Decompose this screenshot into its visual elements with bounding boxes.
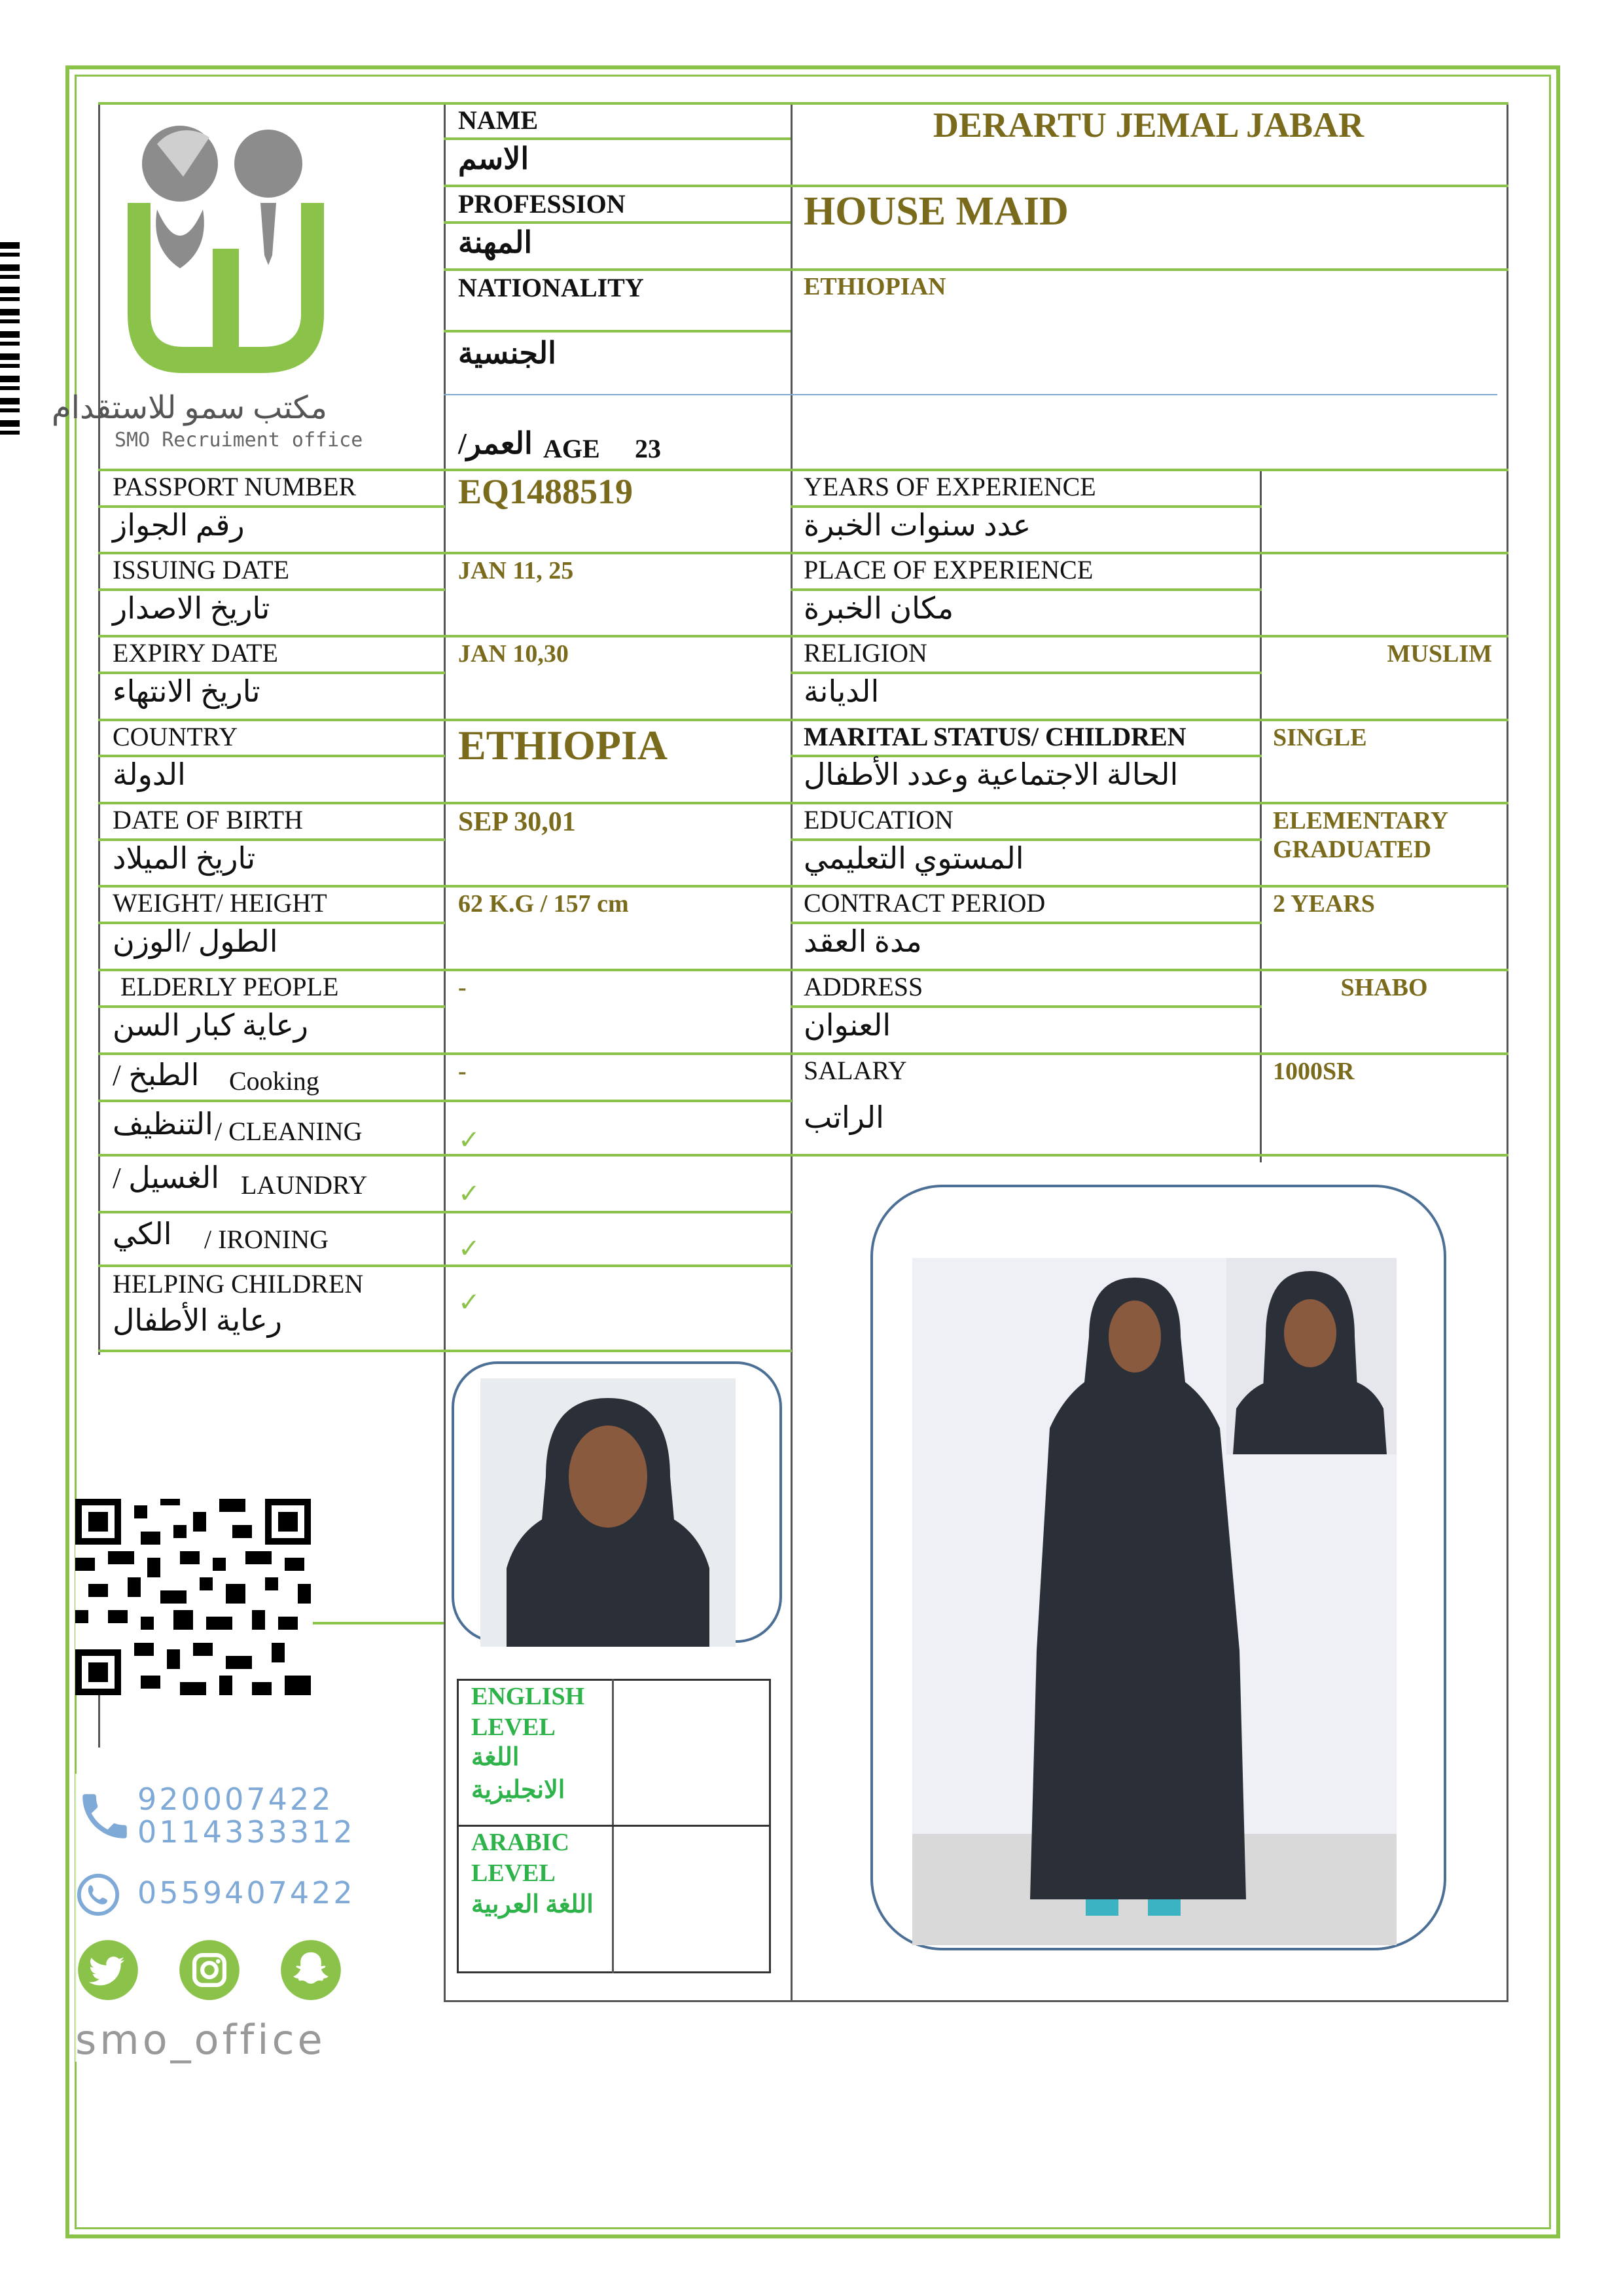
hline xyxy=(444,185,1508,187)
twitter-icon[interactable] xyxy=(75,1937,141,2003)
whatsapp-icon xyxy=(75,1872,121,1918)
qr-code-icon[interactable] xyxy=(75,1499,311,1695)
table-left-edge xyxy=(98,105,100,1355)
hline xyxy=(444,330,791,332)
name-label: NAME xyxy=(458,105,539,135)
cooking-label-ar: الطبخ / xyxy=(113,1058,200,1092)
age-label-ar: العمر/ xyxy=(458,427,533,460)
snapchat-icon[interactable] xyxy=(278,1937,344,2003)
profession-label-ar: المهنة xyxy=(458,226,533,259)
phone-number-1[interactable]: 920007422 xyxy=(137,1782,334,1817)
passport-value: EQ1488519 xyxy=(458,472,633,511)
education-value: ELEMENTARY xyxy=(1273,807,1449,834)
hline xyxy=(98,1154,1508,1157)
name-label-ar: الاسم xyxy=(458,142,529,175)
left-edge-lower xyxy=(98,1695,100,1748)
laundry-check-icon: ✓ xyxy=(458,1179,480,1208)
col-divider-3 xyxy=(1260,469,1262,1162)
marital-label: MARITAL STATUS/ CHILDREN xyxy=(804,722,1186,751)
laundry-label-ar: الغسيل / xyxy=(113,1161,220,1194)
elderly-value: - xyxy=(458,974,467,1001)
experience-years-label-ar: عدد سنوات الخبرة xyxy=(804,509,1031,542)
address-value: SHABO xyxy=(1340,974,1428,1001)
table-bottom-edge xyxy=(444,2000,1508,2002)
expiry-value: JAN 10,30 xyxy=(458,640,569,668)
hline xyxy=(444,221,791,224)
side-barcode xyxy=(0,242,20,439)
passport-label: PASSPORT NUMBER xyxy=(113,472,357,501)
age-label: AGE xyxy=(543,434,600,463)
ironing-label-ar: الكي xyxy=(113,1217,172,1251)
contract-label: CONTRACT PERIOD xyxy=(804,888,1046,918)
weight-value: 62 K.G / 157 cm xyxy=(458,890,629,918)
instagram-icon[interactable] xyxy=(177,1937,242,2003)
social-handle[interactable]: smo_office xyxy=(75,2016,326,2064)
elderly-label-ar: رعاية كبار السن xyxy=(113,1009,308,1042)
dob-label-ar: تاريخ الميلاد xyxy=(113,842,256,875)
ironing-label: / IRONING xyxy=(204,1225,329,1254)
qr-connector-line xyxy=(313,1622,444,1624)
country-label: COUNTRY xyxy=(113,722,238,751)
children-label-ar: رعاية الأطفال xyxy=(113,1304,282,1337)
cleaning-label-ar: التنظيف xyxy=(113,1107,213,1141)
salary-label: SALARY xyxy=(804,1056,907,1085)
experience-place-label: PLACE OF EXPERIENCE xyxy=(804,555,1094,584)
issuing-label-ar: تاريخ الاصدار xyxy=(113,592,270,625)
weight-label: WEIGHT/ HEIGHT xyxy=(113,888,327,918)
contact-panel xyxy=(75,1774,363,2062)
marital-label-ar: الحالة الاجتماعية وعدد الأطفال xyxy=(804,758,1179,791)
religion-value: MUSLIM xyxy=(1387,640,1492,668)
education-label-ar: المستوي التعليمي xyxy=(804,842,1024,875)
country-value: ETHIOPIA xyxy=(458,722,668,768)
small-photo-icon xyxy=(480,1378,736,1647)
nationality-label-ar: الجنسية xyxy=(458,336,556,370)
cooking-label: Cooking xyxy=(229,1066,319,1096)
experience-place-label-ar: مكان الخبرة xyxy=(804,592,954,625)
education-label: EDUCATION xyxy=(804,805,954,834)
english-level-label-1: ENGLISH xyxy=(471,1683,585,1710)
arabic-level-label-2: LEVEL xyxy=(471,1859,556,1887)
cleaning-label: / CLEANING xyxy=(215,1117,363,1146)
profession-label: PROFESSION xyxy=(458,189,626,219)
country-label-ar: الدولة xyxy=(113,758,186,791)
ironing-check-icon: ✓ xyxy=(458,1234,480,1263)
elderly-label: ELDERLY PEOPLE xyxy=(120,972,339,1001)
expiry-label-ar: تاريخ الانتهاء xyxy=(113,675,260,708)
age-value: 23 xyxy=(635,434,661,463)
profession-value: HOUSE MAID xyxy=(804,189,1069,234)
passport-label-ar: رقم الجواز xyxy=(113,509,245,542)
english-level-ar-1: اللغة xyxy=(471,1744,520,1771)
name-value: DERARTU JEMAL JABAR xyxy=(933,105,1364,145)
hline xyxy=(98,1265,792,1267)
address-label-ar: العنوان xyxy=(804,1009,891,1042)
children-check-icon: ✓ xyxy=(458,1287,480,1317)
religion-label: RELIGION xyxy=(804,638,927,668)
whatsapp-number[interactable]: 0559407422 xyxy=(137,1875,355,1910)
hline xyxy=(98,1211,792,1213)
logo-text-en: SMO Recruiment office xyxy=(115,429,363,452)
marital-value: SINGLE xyxy=(1273,724,1367,751)
hline xyxy=(98,1100,792,1102)
experience-years-label: YEARS OF EXPERIENCE xyxy=(804,472,1096,501)
arabic-level-ar: اللغة العربية xyxy=(471,1891,594,1918)
contract-label-ar: مدة العقد xyxy=(804,925,922,958)
nationality-label: NATIONALITY xyxy=(458,273,644,302)
english-level-label-2: LEVEL xyxy=(471,1713,556,1741)
issuing-label: ISSUING DATE xyxy=(113,555,289,584)
phone-icon xyxy=(75,1787,134,1846)
dob-value: SEP 30,01 xyxy=(458,807,576,837)
children-label: HELPING CHILDREN xyxy=(113,1269,364,1299)
religion-label-ar: الديانة xyxy=(804,675,880,708)
english-level-ar-2: الانجليزية xyxy=(471,1776,565,1804)
hline-blue xyxy=(444,394,1497,395)
full-photo-frame xyxy=(870,1185,1446,1950)
education-value-2: GRADUATED xyxy=(1273,836,1432,863)
weight-label-ar: الطول /الوزن xyxy=(113,925,278,958)
hline xyxy=(444,137,791,140)
cooking-value: - xyxy=(458,1058,467,1085)
lang-hline xyxy=(457,1825,771,1827)
contract-value: 2 YEARS xyxy=(1273,890,1375,918)
salary-label-ar: الراتب xyxy=(804,1101,884,1134)
phone-number-2[interactable]: 0114333312 xyxy=(137,1814,355,1850)
arabic-level-label-1: ARABIC xyxy=(471,1829,569,1856)
nationality-value: ETHIOPIAN xyxy=(804,273,946,300)
logo-text-ar: مكتب سمو للاستقدام xyxy=(51,391,327,425)
expiry-label: EXPIRY DATE xyxy=(113,638,278,668)
hline xyxy=(98,1350,792,1352)
full-photo-icon xyxy=(912,1258,1397,1945)
cleaning-check-icon: ✓ xyxy=(458,1125,480,1155)
small-photo-frame xyxy=(452,1361,782,1643)
dob-label: DATE OF BIRTH xyxy=(113,805,303,834)
issuing-value: JAN 11, 25 xyxy=(458,557,574,584)
salary-value: 1000SR xyxy=(1273,1058,1355,1085)
company-logo xyxy=(51,118,363,458)
address-label: ADDRESS xyxy=(804,972,923,1001)
hline xyxy=(444,268,1508,271)
logo-figures-icon xyxy=(111,118,340,393)
laundry-label: LAUNDRY xyxy=(241,1170,368,1200)
